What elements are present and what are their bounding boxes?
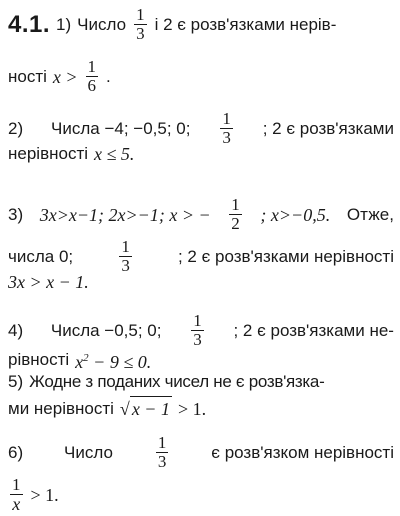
item-3-line-1 xyxy=(8,196,394,233)
inequality-base: x xyxy=(75,352,84,372)
item-label: 5) xyxy=(8,372,24,391)
item-label: 2) xyxy=(8,118,24,138)
radicand: x − 1 xyxy=(130,396,172,421)
fraction-denominator: 2 xyxy=(231,214,240,233)
item-text: Число xyxy=(77,14,127,34)
inequality-rest: > 1. xyxy=(177,398,207,419)
item-text: Жодне з поданих чисел не є розв'язка- xyxy=(29,372,325,391)
inequality-rest: > 1. xyxy=(30,484,59,505)
radical-icon: √ xyxy=(119,398,130,419)
fraction-numerator: 1 xyxy=(121,237,130,256)
fraction xyxy=(229,196,242,233)
fraction xyxy=(134,6,147,43)
item-6-line-1 xyxy=(8,434,394,471)
item-2-line-2 xyxy=(8,142,394,166)
fraction-numerator: 1 xyxy=(87,57,97,76)
item-text: числа 0; xyxy=(8,246,74,266)
fraction-denominator: 3 xyxy=(157,452,167,471)
item-label: 3) xyxy=(8,204,24,224)
item-text: Отже, xyxy=(346,204,394,224)
item-4-line-1 xyxy=(8,312,394,349)
fraction xyxy=(10,476,23,513)
item-6-line-2 xyxy=(8,476,394,513)
item-text: ми нерівності xyxy=(8,398,114,418)
inequality: 3x > x − 1. xyxy=(8,272,89,292)
item-1-line-1 xyxy=(8,6,394,43)
item-5-line-1 xyxy=(8,370,394,394)
item-text: ності xyxy=(8,66,47,86)
fraction-numerator: 1 xyxy=(193,311,202,330)
fraction-numerator: 1 xyxy=(136,5,145,24)
item-label: 1) xyxy=(56,14,72,34)
fraction-denominator: 3 xyxy=(136,24,145,43)
inequality: x ≤ 5. xyxy=(94,144,135,164)
item-text: рівності xyxy=(8,350,70,369)
square-root xyxy=(120,396,172,421)
item-text: Число xyxy=(64,442,113,462)
fraction xyxy=(86,58,99,95)
fraction-numerator: 1 xyxy=(231,195,240,214)
item-label: 4) xyxy=(8,320,24,340)
item-text: ; 2 є розв'язками xyxy=(262,118,394,138)
inequality: x > xyxy=(52,66,78,87)
punctuation: . xyxy=(106,66,111,86)
item-3-line-3 xyxy=(8,270,394,294)
fraction-denominator: 3 xyxy=(193,330,202,349)
item-label: 6) xyxy=(8,442,24,462)
fraction-denominator: x xyxy=(12,494,21,514)
inequality-exponent: 2 xyxy=(83,352,89,364)
fraction-denominator: 3 xyxy=(222,128,231,147)
math-expression: 3x>x−1; 2x>−1; x > − xyxy=(39,204,211,225)
item-text: ; 2 є розв'язками не- xyxy=(233,320,394,340)
fraction-numerator: 1 xyxy=(12,475,21,494)
item-text: ; 2 є розв'язками нерівності xyxy=(177,246,394,266)
fraction-numerator: 1 xyxy=(222,109,231,128)
exercise-number: 4.1. xyxy=(8,10,51,38)
item-text: є розв'язком нерівності xyxy=(211,442,394,462)
item-text: нерівності xyxy=(8,144,89,163)
item-text: Числа −0,5; 0; xyxy=(50,320,162,340)
fraction xyxy=(191,312,204,349)
item-5-line-2 xyxy=(8,396,394,421)
math-expression: ; x>−0,5. xyxy=(260,204,331,225)
fraction-denominator: 3 xyxy=(121,256,130,275)
fraction xyxy=(156,434,169,471)
inequality-rest: − 9 ≤ 0. xyxy=(93,352,152,372)
item-1-line-2 xyxy=(8,58,394,95)
item-text: і 2 є розв'язками нерів- xyxy=(154,14,337,34)
item-text: Числа −4; −0,5; 0; xyxy=(51,118,191,138)
fraction-denominator: 6 xyxy=(87,76,97,95)
fraction-numerator: 1 xyxy=(157,433,167,452)
